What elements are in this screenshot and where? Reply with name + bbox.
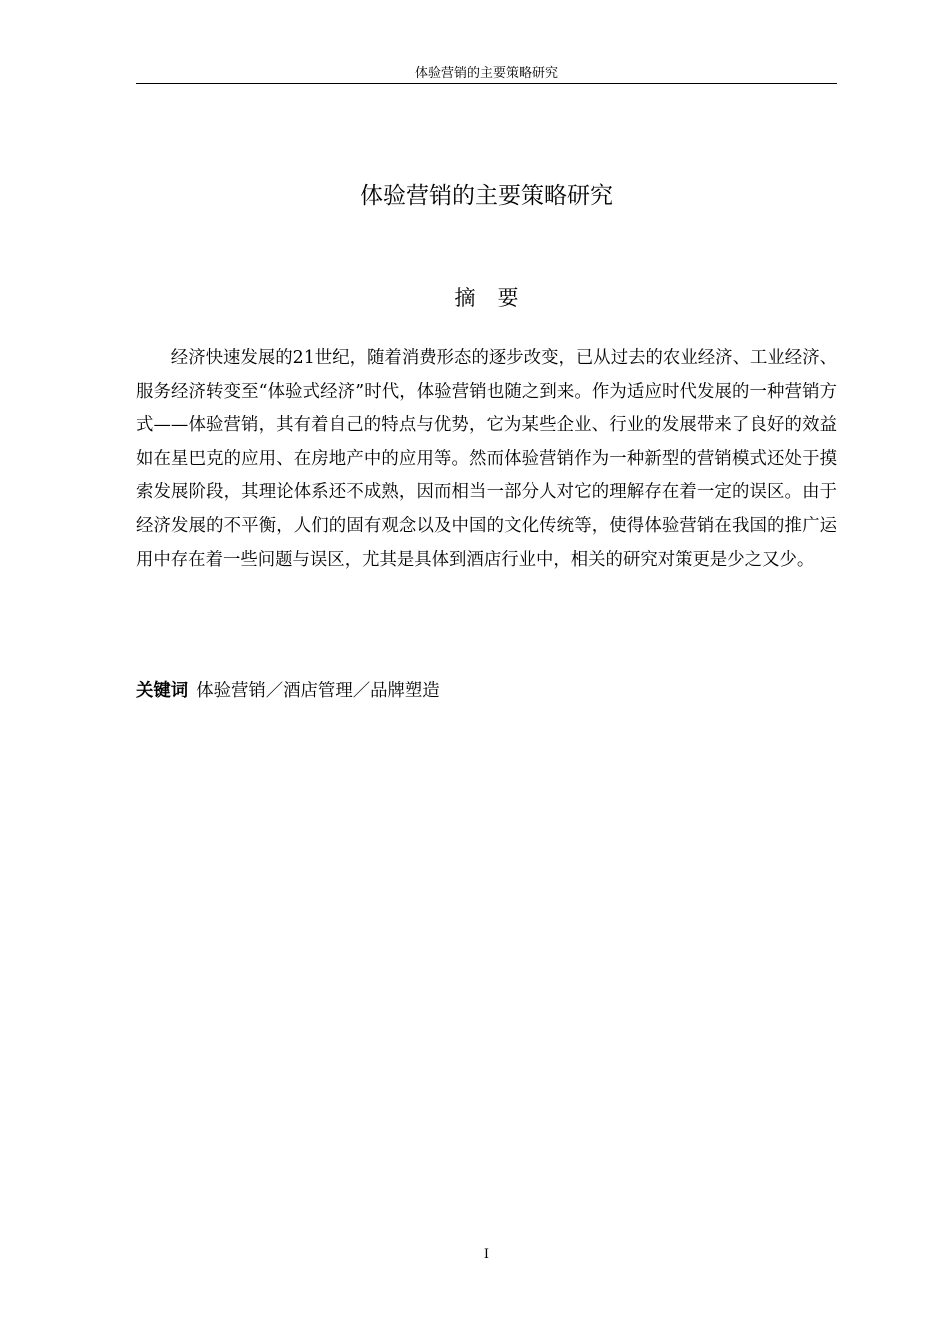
abstract-heading-char-1: 摘: [454, 286, 476, 310]
page-number: I: [483, 1247, 490, 1262]
running-header: 体验营销的主要策略研究: [414, 66, 558, 81]
abstract-heading-char-2: 要: [497, 286, 519, 310]
keywords-label: 关键词: [136, 681, 189, 701]
abstract-heading: [136, 283, 837, 313]
header-rule: [136, 83, 837, 84]
page-title: 体验营销的主要策略研究: [360, 183, 613, 209]
keywords: [136, 676, 837, 706]
keywords-value: 体验营销／酒店管理／品牌塑造: [196, 681, 440, 701]
abstract-body: 经济快速发展的21世纪，随着消费形态的逐步改变，已从过去的农业经济、工业经济、服务经济转变至“体验式经济”时代，体验营销也随之到来。作为适应时代发展的一种营销方式——体验营销，其有着自己的特点与优势，它为某些企业、行业的发展带来了良好的效益如在星巴克的应用、在房地产中的应用等。然而体验营销作为一种新型的营销模式还处于摸索发展阶段，其理论体系还不成熟，因而相当一部分人对它的理解存在着一定的误区。由于经济发展的不平衡，人们的固有观念以及中国的文化传统等，使得体验营销在我国的推广运用中存在着一些问题与误区，尤其是具体到酒店行业中，相关的研究对策更是少之又少。: [136, 348, 837, 570]
